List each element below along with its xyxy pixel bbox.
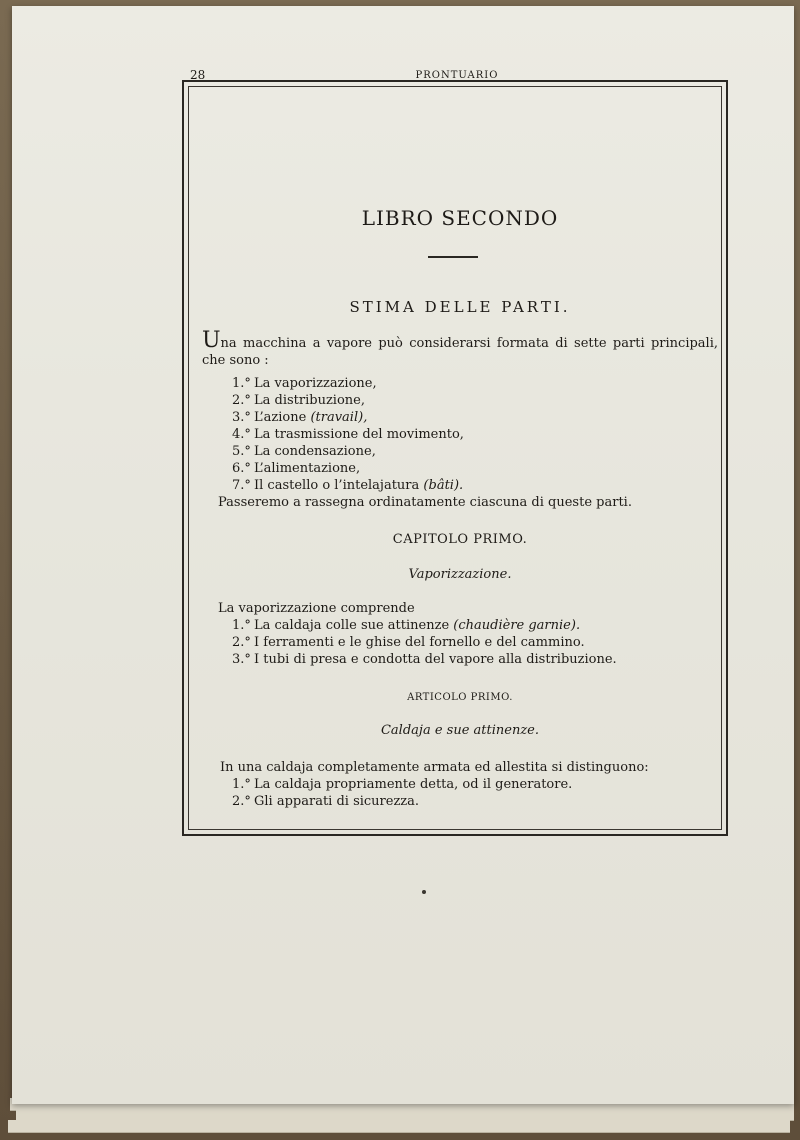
running-head: PRONTUARIO <box>415 70 499 81</box>
list-item <box>232 392 464 409</box>
list-item <box>232 477 464 494</box>
item-text: L’azione <box>254 410 307 425</box>
list-item <box>232 460 464 477</box>
item-text: La vaporizzazione, <box>254 376 377 391</box>
chapter-lead: La vaporizzazione comprende <box>218 601 415 616</box>
item-number: 2.° <box>232 635 251 650</box>
item-number: 2.° <box>232 794 251 809</box>
article-subtitle: Caldaja e sue attinenze. <box>380 723 539 738</box>
item-number: 5.° <box>232 444 251 459</box>
closing-sentence: Passeremo a rassegna ordinatamente ciascuna di queste parti. <box>218 495 632 510</box>
item-text: Gli apparati di sicurezza. <box>254 794 420 809</box>
list-item <box>232 634 617 651</box>
item-text: I ferramenti e le ghise del fornello e del cammino. <box>254 635 585 650</box>
item-text: La caldaja propriamente detta, od il generatore. <box>254 777 573 792</box>
item-number: 3.° <box>232 652 251 667</box>
item-number: 1.° <box>232 376 251 391</box>
item-number: 7.° <box>232 478 251 493</box>
item-text: La condensazione, <box>254 444 376 459</box>
item-number: 3.° <box>232 410 251 425</box>
chapter-subtitle: Vaporizzazione. <box>408 567 512 582</box>
item-french-term: (bâti). <box>423 478 464 493</box>
item-number: 1.° <box>232 618 251 633</box>
list-item <box>232 651 617 668</box>
list-item <box>232 793 572 810</box>
item-number: 2.° <box>232 393 251 408</box>
item-french-term: (travail), <box>310 410 368 425</box>
parts-list <box>232 375 464 494</box>
article-title: ARTICOLO PRIMO. <box>407 692 513 703</box>
item-text: L’alimentazione, <box>254 461 361 476</box>
book-title: LIBRO SECONDO <box>361 206 559 230</box>
page-stack-edge <box>8 1120 790 1133</box>
item-number: 6.° <box>232 461 251 476</box>
item-number: 4.° <box>232 427 251 442</box>
list-item <box>232 617 617 634</box>
intro-text: na macchina a vapore può considerarsi formata di sette parti principali, che sono : <box>202 336 718 368</box>
title-divider <box>428 256 478 258</box>
page-number: 28 <box>190 68 206 82</box>
item-number: 1.° <box>232 777 251 792</box>
list-item <box>232 375 464 392</box>
article-list <box>232 776 572 810</box>
list-item <box>232 426 464 443</box>
item-text: La trasmissione del movimento, <box>254 427 464 442</box>
chapter-list <box>232 617 617 668</box>
dropcap: U <box>202 328 221 353</box>
section-title: STIMA DELLE PARTI. <box>349 298 571 316</box>
article-lead: In una caldaja completamente armata ed allestita si distinguono: <box>220 760 649 775</box>
item-text: La caldaja colle sue attinenze <box>254 618 450 633</box>
list-item <box>232 443 464 460</box>
intro-paragraph <box>202 328 718 369</box>
ink-speck <box>422 890 426 894</box>
list-item <box>232 409 464 426</box>
list-item <box>232 776 572 793</box>
chapter-title: CAPITOLO PRIMO. <box>392 532 528 547</box>
item-text: La distribuzione, <box>254 393 365 408</box>
item-french-term: (chaudière garnie). <box>453 618 581 633</box>
item-text: Il castello o l’intelajatura <box>254 478 420 493</box>
item-text: I tubi di presa e condotta del vapore alla distribuzione. <box>254 652 617 667</box>
